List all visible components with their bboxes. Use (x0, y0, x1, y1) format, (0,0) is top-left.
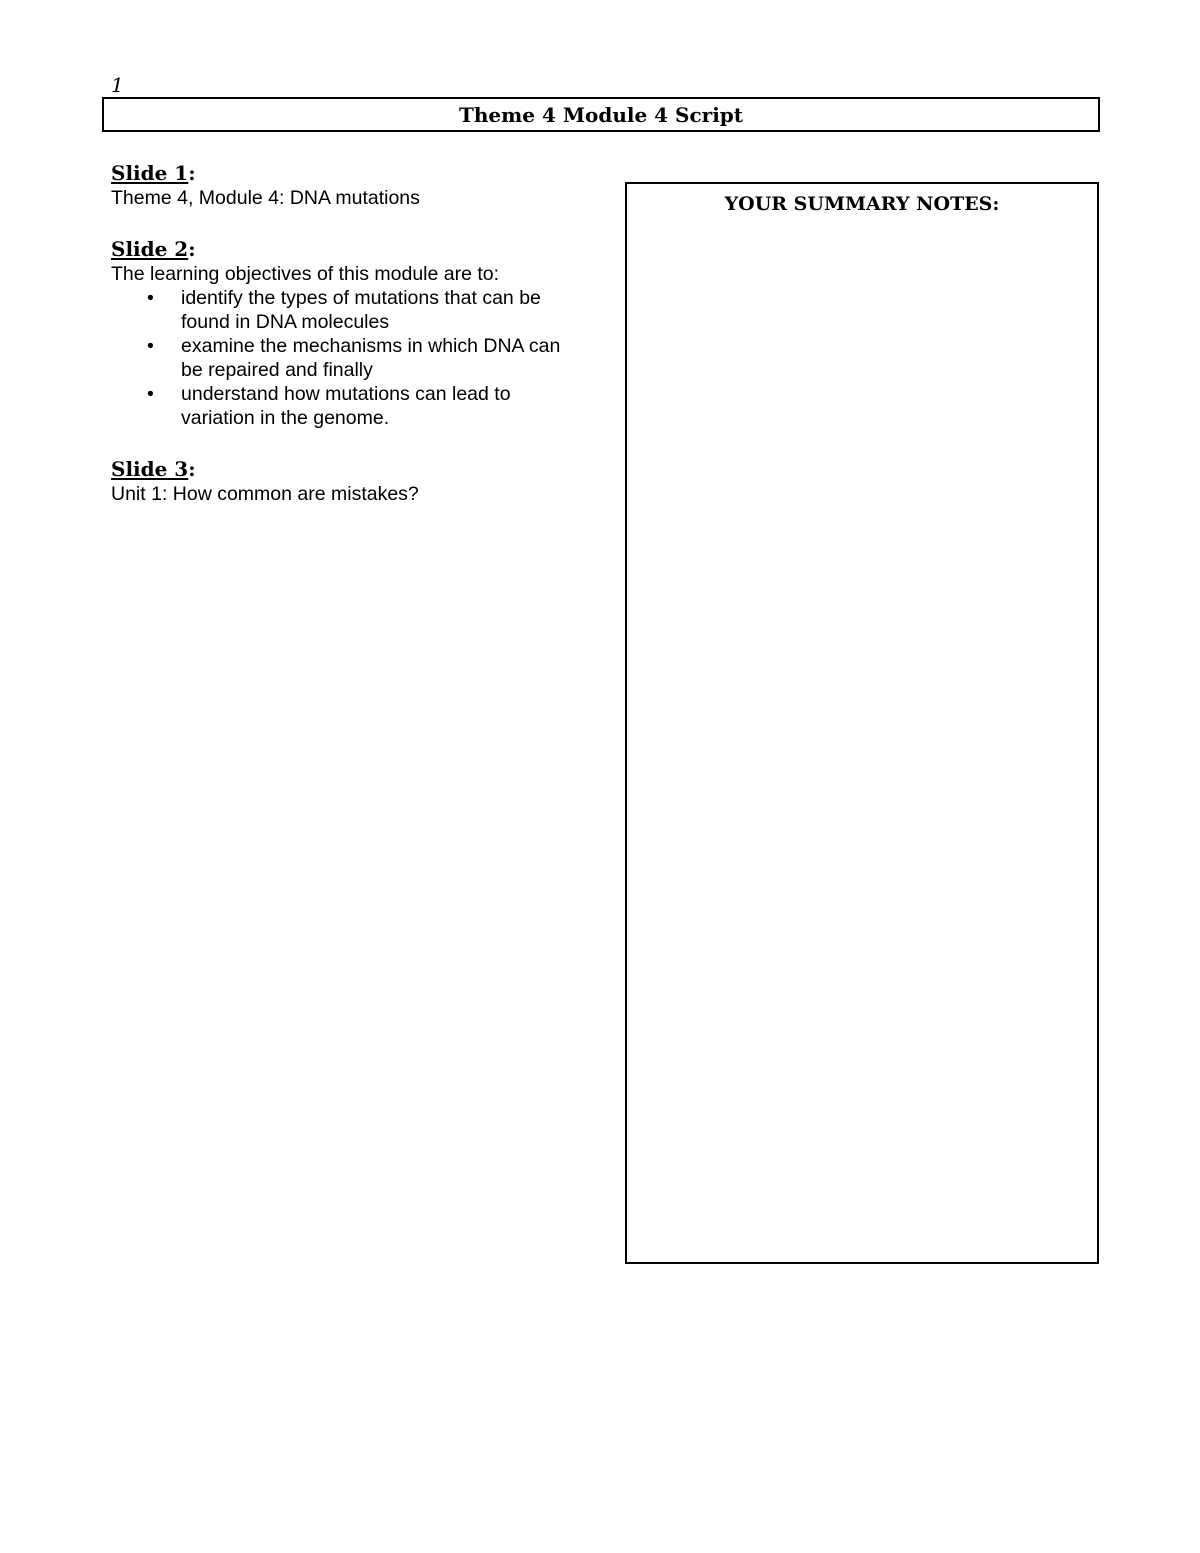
slide-2-heading-label: Slide 2 (111, 237, 189, 261)
slide-2-heading: Slide 2: (111, 237, 196, 261)
slide-3-heading-label: Slide 3 (111, 457, 189, 481)
document-title: Theme 4 Module 4 Script (458, 102, 744, 127)
summary-notes-title: YOUR SUMMARY NOTES: (724, 193, 1000, 215)
title-box (102, 97, 1100, 132)
page-number: 1 (111, 73, 124, 97)
bullet-dot-icon: • (147, 287, 154, 309)
slide-1-section (111, 160, 591, 210)
objectives-list (111, 286, 591, 430)
objective-text: identify the types of mutations that can be found in DNA molecules (181, 287, 541, 333)
list-item (111, 382, 581, 430)
bullet-dot-icon: • (147, 383, 154, 405)
objective-text: examine the mechanisms in which DNA can be repaired and finally (181, 335, 561, 381)
slide-1-heading: Slide 1: (111, 161, 196, 185)
slide-2-section (111, 236, 591, 430)
slide-2-text: The learning objectives of this module are to: (111, 263, 500, 285)
slide-3-section (111, 456, 591, 506)
slide-3-heading: Slide 3: (111, 457, 196, 481)
summary-notes-box[interactable] (625, 182, 1099, 1264)
bullet-dot-icon: • (147, 335, 154, 357)
slide-3-text: Unit 1: How common are mistakes? (111, 483, 419, 505)
list-item (111, 286, 581, 334)
objective-text: understand how mutations can lead to variation in the genome. (181, 383, 511, 429)
slide-1-text: Theme 4, Module 4: DNA mutations (111, 187, 420, 209)
list-item (111, 334, 581, 382)
script-content (111, 160, 591, 532)
slide-1-heading-label: Slide 1 (111, 161, 189, 185)
